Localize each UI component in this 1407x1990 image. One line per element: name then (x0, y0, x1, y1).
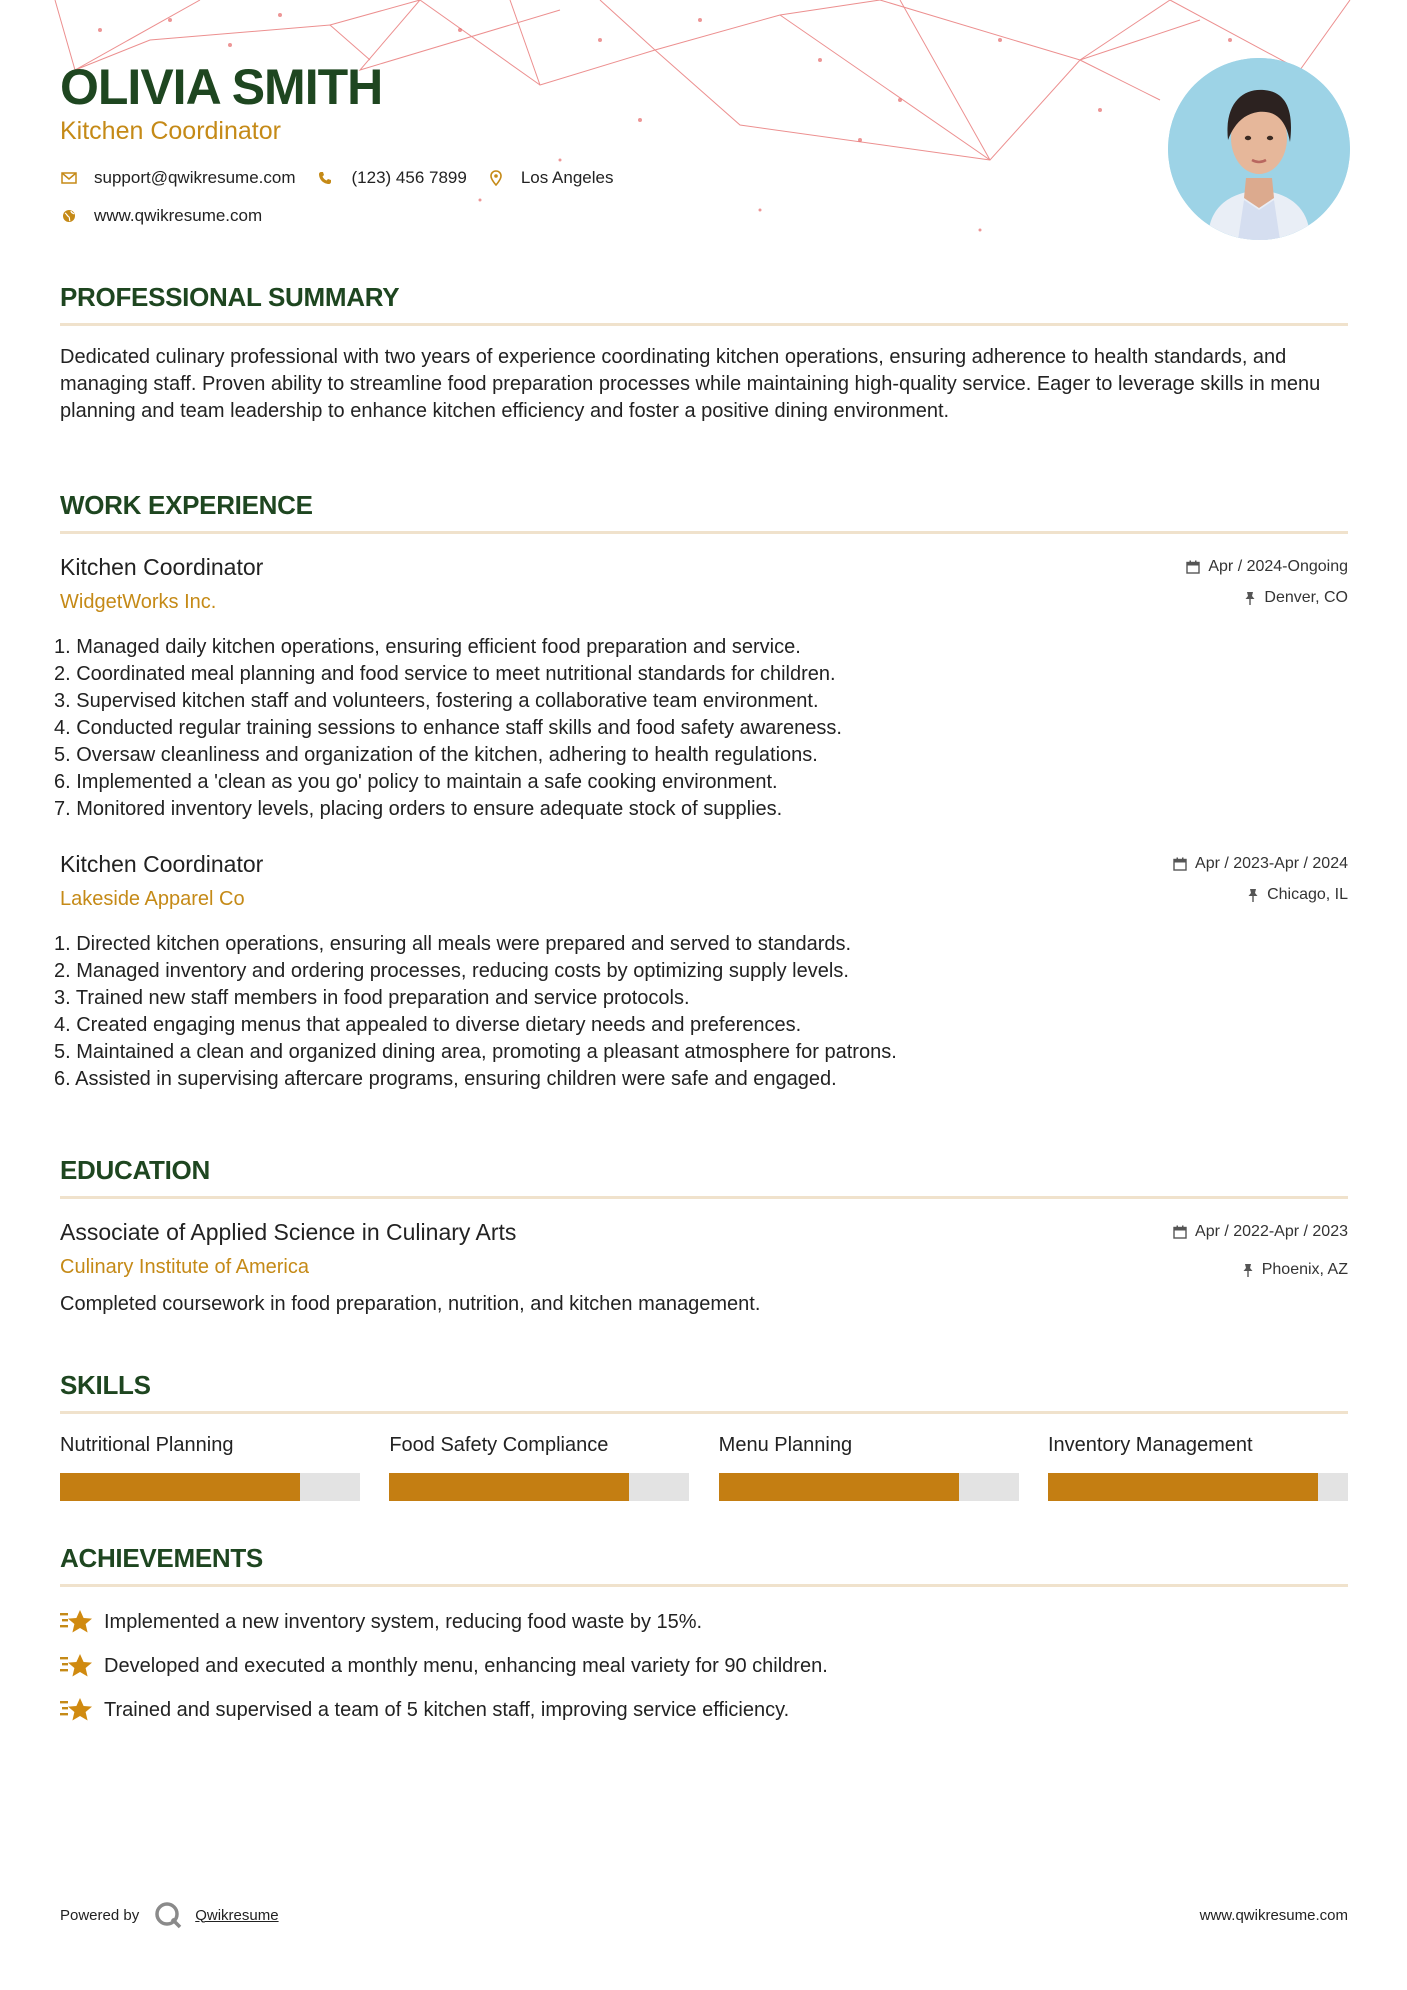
list-item: 1. Managed daily kitchen operations, ensuring efficient food preparation and service. (54, 636, 801, 658)
education-location (1173, 1261, 1348, 1279)
achievement-item (60, 1605, 1348, 1639)
skill-name: Menu Planning (718, 1434, 853, 1456)
skill-level-fill (719, 1473, 959, 1501)
list-item: 5. Maintained a clean and organized dining area, promoting a pleasant atmosphere for patrons. (54, 1041, 897, 1063)
envelope-icon (60, 169, 78, 187)
job-location-text: Denver, CO (1264, 589, 1348, 606)
job-title: Kitchen Coordinator (60, 554, 264, 580)
qwikresume-link[interactable]: Qwikresume (195, 1906, 279, 1924)
job-location (1186, 589, 1348, 607)
education-dates-text: Apr / 2022-Apr / 2023 (1195, 1223, 1348, 1240)
calendar-icon (1173, 1225, 1187, 1239)
skill-item (60, 1434, 360, 1501)
job-location-text: Chicago, IL (1267, 886, 1348, 903)
skill-level-bar (60, 1473, 360, 1501)
list-item: 4. Created engaging menus that appealed to diverse dietary needs and preferences. (54, 1014, 802, 1036)
phone-text: (123) 456 7899 (351, 168, 467, 187)
section-title-summary: PROFESSIONAL SUMMARY (60, 282, 400, 312)
section-education (60, 1155, 1348, 1316)
pushpin-icon (1242, 1263, 1254, 1277)
achievement-item (60, 1693, 1348, 1727)
job-dates (1186, 558, 1348, 576)
contact-row-primary (60, 168, 1150, 188)
skill-level-fill (60, 1473, 300, 1501)
footer-website-link[interactable]: www.qwikresume.com (1199, 1906, 1348, 1924)
achievement-text: Trained and supervised a team of 5 kitchen staff, improving service efficiency. (104, 1698, 790, 1721)
section-divider (60, 531, 1348, 534)
education-meta (1173, 1223, 1348, 1279)
candidate-name: OLIVIA SMITH (60, 59, 383, 115)
achievements-list (60, 1605, 1348, 1727)
job-location (1173, 886, 1348, 904)
pushpin-icon (1247, 888, 1259, 902)
summary-text: Dedicated culinary professional with two years of experience coordinating kitchen operations, ensuring adherence to health standards, and managing staff. Proven ability to streamline food preparation processes while maintaining high-quality service. Eager to leverage skills in menu planning and team leadership to enhance kitchen efficiency and foster a positive dining environment. (60, 346, 1321, 422)
job-dates-text: Apr / 2023-Apr / 2024 (1195, 855, 1348, 872)
job-dates-text: Apr / 2024-Ongoing (1208, 558, 1348, 575)
resume-header (60, 60, 1150, 226)
school-name: Culinary Institute of America (60, 1256, 309, 1278)
job-title: Kitchen Coordinator (60, 851, 264, 877)
email-text: support@qwikresume.com (94, 168, 296, 187)
job-entry (54, 851, 1348, 1093)
profile-photo (1168, 58, 1350, 240)
skill-level-bar (1048, 1473, 1348, 1501)
contact-email[interactable] (60, 168, 296, 188)
skill-name: Inventory Management (1047, 1434, 1253, 1456)
list-item: 6. Implemented a 'clean as you go' policy to maintain a safe cooking environment. (54, 771, 778, 793)
website-text: www.qwikresume.com (94, 206, 263, 225)
list-item: 3. Supervised kitchen staff and volunteers, fostering a collaborative team environment. (54, 690, 819, 712)
section-skills (60, 1370, 1348, 1501)
skill-level-fill (389, 1473, 629, 1501)
skill-item (719, 1434, 1019, 1501)
section-title-education: EDUCATION (60, 1155, 210, 1185)
list-item: 2. Coordinated meal planning and food service to meet nutritional standards for children. (54, 663, 836, 685)
qwikresume-logo-icon (153, 1900, 183, 1930)
education-entry (60, 1219, 1348, 1316)
contact-website[interactable] (60, 206, 262, 226)
job-bullets (54, 634, 1348, 823)
section-experience (54, 490, 1348, 1093)
pushpin-icon (1244, 591, 1256, 605)
skill-item (389, 1434, 689, 1501)
skill-item (1048, 1434, 1348, 1501)
list-item: 5. Oversaw cleanliness and organization of the kitchen, adhering to health regulations. (54, 744, 818, 766)
section-divider (60, 1584, 1348, 1587)
job-meta (1186, 558, 1348, 607)
globe-icon (60, 207, 78, 225)
skill-level-bar (389, 1473, 689, 1501)
education-description: Completed coursework in food preparation, nutrition, and kitchen management. (60, 1293, 761, 1315)
job-bullets (54, 931, 1348, 1093)
candidate-title: Kitchen Coordinator (60, 117, 281, 145)
section-title-skills: SKILLS (60, 1370, 151, 1400)
skill-name: Food Safety Compliance (389, 1434, 609, 1456)
section-title-achievements: ACHIEVEMENTS (60, 1543, 263, 1573)
achievement-text: Implemented a new inventory system, reducing food waste by 15%. (104, 1610, 703, 1633)
calendar-icon (1186, 560, 1200, 574)
achievement-item (60, 1649, 1348, 1683)
list-item: 6. Assisted in supervising aftercare programs, ensuring children were safe and engaged. (54, 1068, 837, 1090)
location-text: Los Angeles (520, 168, 614, 187)
education-dates (1173, 1223, 1348, 1241)
contact-location (487, 168, 614, 188)
section-title-experience: WORK EXPERIENCE (60, 490, 313, 520)
job-company: Lakeside Apparel Co (60, 888, 245, 910)
list-item: 3. Trained new staff members in food preparation and service protocols. (54, 987, 690, 1009)
list-item: 2. Managed inventory and ordering processes, reducing costs by optimizing supply levels. (54, 960, 849, 982)
list-item: 4. Conducted regular training sessions to enhance staff skills and food safety awareness. (54, 717, 842, 739)
footer-branding (60, 1900, 279, 1930)
section-divider (60, 1196, 1348, 1199)
job-meta (1173, 855, 1348, 904)
skill-level-fill (1048, 1473, 1318, 1501)
job-entry (54, 554, 1348, 823)
degree-title: Associate of Applied Science in Culinary Arts (60, 1219, 517, 1245)
map-pin-icon (487, 169, 505, 187)
calendar-icon (1173, 857, 1187, 871)
achievement-text: Developed and executed a monthly menu, enhancing meal variety for 90 children. (104, 1654, 828, 1677)
job-dates (1173, 855, 1348, 873)
star-icon (60, 1695, 94, 1725)
skills-list (60, 1434, 1348, 1501)
skill-level-bar (719, 1473, 1019, 1501)
section-divider (60, 323, 1348, 326)
education-location-text: Phoenix, AZ (1261, 1261, 1348, 1278)
phone-icon (316, 169, 334, 187)
section-achievements (60, 1543, 1348, 1737)
section-summary (60, 282, 1348, 425)
star-icon (60, 1607, 94, 1637)
contact-row-secondary (60, 206, 1150, 226)
list-item: 1. Directed kitchen operations, ensuring all meals were prepared and served to standards. (54, 933, 852, 955)
star-icon (60, 1651, 94, 1681)
section-divider (60, 1411, 1348, 1414)
page-footer (60, 1900, 1348, 1930)
powered-by-text: Powered by (60, 1906, 140, 1924)
job-company: WidgetWorks Inc. (60, 591, 217, 613)
list-item: 7. Monitored inventory levels, placing orders to ensure adequate stock of supplies. (54, 798, 783, 820)
contact-phone[interactable] (316, 168, 467, 188)
skill-name: Nutritional Planning (60, 1434, 234, 1456)
